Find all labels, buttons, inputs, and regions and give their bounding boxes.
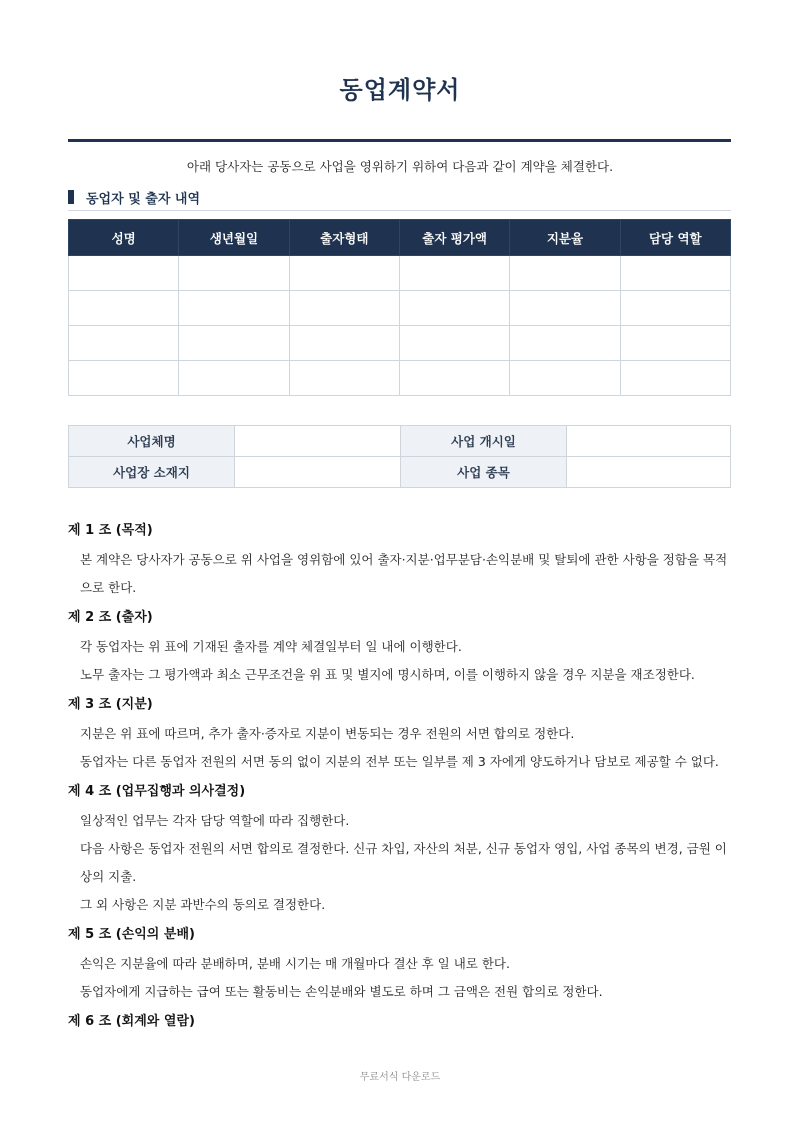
article (68, 521, 731, 602)
table-cell[interactable] (69, 326, 179, 361)
business-info-table (68, 425, 731, 488)
section-header (68, 186, 731, 211)
article-line: 동업자는 다른 동업자 전원의 서면 동의 없이 지분의 전부 또는 일부를 제 3 자에게 양도하거나 담보로 제공할 수 없다. (80, 754, 719, 769)
table-cell[interactable] (69, 291, 179, 326)
business-name-label: 사업체명 (69, 426, 235, 457)
table-row (69, 361, 731, 396)
table-cell[interactable] (620, 291, 730, 326)
table-row (69, 326, 731, 361)
article-line: 다음 사항은 동업자 전원의 서면 합의로 결정한다. 신규 차입, 자산의 처분, 신규 동업자 영입, 사업 종목의 변경, 금원 이상의 지출. (80, 841, 727, 884)
table-cell[interactable] (179, 326, 289, 361)
article-title: 제 3 조 (지분) (68, 697, 153, 712)
article-line: 지분은 위 표에 따르며, 추가 출자·증자로 지분이 변동되는 경우 전원의 서면 합의로 정한다. (80, 726, 575, 741)
table-cell[interactable] (399, 361, 509, 396)
table-cell[interactable] (620, 256, 730, 291)
article-title: 제 2 조 (출자) (68, 610, 153, 625)
table-cell[interactable] (510, 291, 620, 326)
table-cell[interactable] (620, 361, 730, 396)
table-cell[interactable] (510, 326, 620, 361)
article-line: 동업자에게 지급하는 급여 또는 활동비는 손익분배와 별도로 하며 그 금액은 전원 합의로 정한다. (80, 984, 603, 999)
article-line: 노무 출자는 그 평가액과 최소 근무조건을 위 표 및 별지에 명시하며, 이를 이행하지 않을 경우 지분을 재조정한다. (80, 667, 695, 682)
table-cell[interactable] (69, 361, 179, 396)
table-cell[interactable] (289, 291, 399, 326)
article-title: 제 5 조 (손익의 분배) (68, 927, 195, 942)
table-row (69, 256, 731, 291)
table-cell[interactable] (510, 361, 620, 396)
article-line: 일상적인 업무는 각자 담당 역할에 따라 집행한다. (80, 813, 350, 828)
table-cell[interactable] (399, 256, 509, 291)
table-cell[interactable] (179, 256, 289, 291)
header-contribution-value: 출자 평가액 (399, 220, 509, 256)
article-title: 제 4 조 (업무집행과 의사결정) (68, 784, 246, 799)
table-cell[interactable] (179, 291, 289, 326)
article (68, 925, 731, 1006)
title-divider (68, 139, 731, 142)
article-line: 손익은 지분율에 따라 분배하며, 분배 시기는 매 개월마다 결산 후 일 내로 한다. (80, 956, 510, 971)
partners-table (68, 219, 731, 396)
table-cell[interactable] (399, 291, 509, 326)
footer-text: 무료서식 다운로드 (359, 1072, 441, 1083)
address-field[interactable] (235, 457, 401, 488)
table-row (69, 291, 731, 326)
business-type-label: 사업 종목 (401, 457, 567, 488)
start-date-label: 사업 개시일 (401, 426, 567, 457)
table-cell[interactable] (179, 361, 289, 396)
header-birthdate: 생년월일 (179, 220, 289, 256)
article-line: 각 동업자는 위 표에 기재된 출자를 계약 체결일부터 일 내에 이행한다. (80, 639, 462, 654)
header-share-ratio: 지분율 (510, 220, 620, 256)
document-title: 동업계약서 (339, 76, 461, 104)
start-date-field[interactable] (567, 426, 731, 457)
table-cell[interactable] (289, 256, 399, 291)
articles-section (68, 521, 731, 1038)
section-marker (68, 190, 74, 204)
table-cell[interactable] (69, 256, 179, 291)
article-line: 그 외 사항은 지분 과반수의 동의로 결정한다. (80, 897, 326, 912)
header-contribution-type: 출자형태 (289, 220, 399, 256)
article (68, 1012, 731, 1032)
article-line: 본 계약은 당사자가 공동으로 위 사업을 영위함에 있어 출자·지분·업무분담·손익분배 및 탈퇴에 관한 사항을 정함을 목적으로 한다. (80, 552, 728, 595)
article (68, 608, 731, 689)
article (68, 782, 731, 919)
header-role: 담당 역할 (620, 220, 730, 256)
table-cell[interactable] (289, 361, 399, 396)
table-cell[interactable] (289, 326, 399, 361)
intro-text: 아래 당사자는 공동으로 사업을 영위하기 위하여 다음과 같이 계약을 체결한다. (186, 159, 614, 174)
article (68, 695, 731, 776)
header-name: 성명 (69, 220, 179, 256)
address-label: 사업장 소재지 (69, 457, 235, 488)
section-title: 동업자 및 출자 내역 (86, 192, 201, 207)
article-title: 제 6 조 (회계와 열람) (68, 1014, 195, 1029)
partners-header-row (69, 220, 731, 256)
table-cell[interactable] (620, 326, 730, 361)
article-title: 제 1 조 (목적) (68, 523, 153, 538)
table-cell[interactable] (510, 256, 620, 291)
table-row (69, 457, 731, 488)
business-type-field[interactable] (567, 457, 731, 488)
table-cell[interactable] (399, 326, 509, 361)
business-name-field[interactable] (235, 426, 401, 457)
table-row (69, 426, 731, 457)
